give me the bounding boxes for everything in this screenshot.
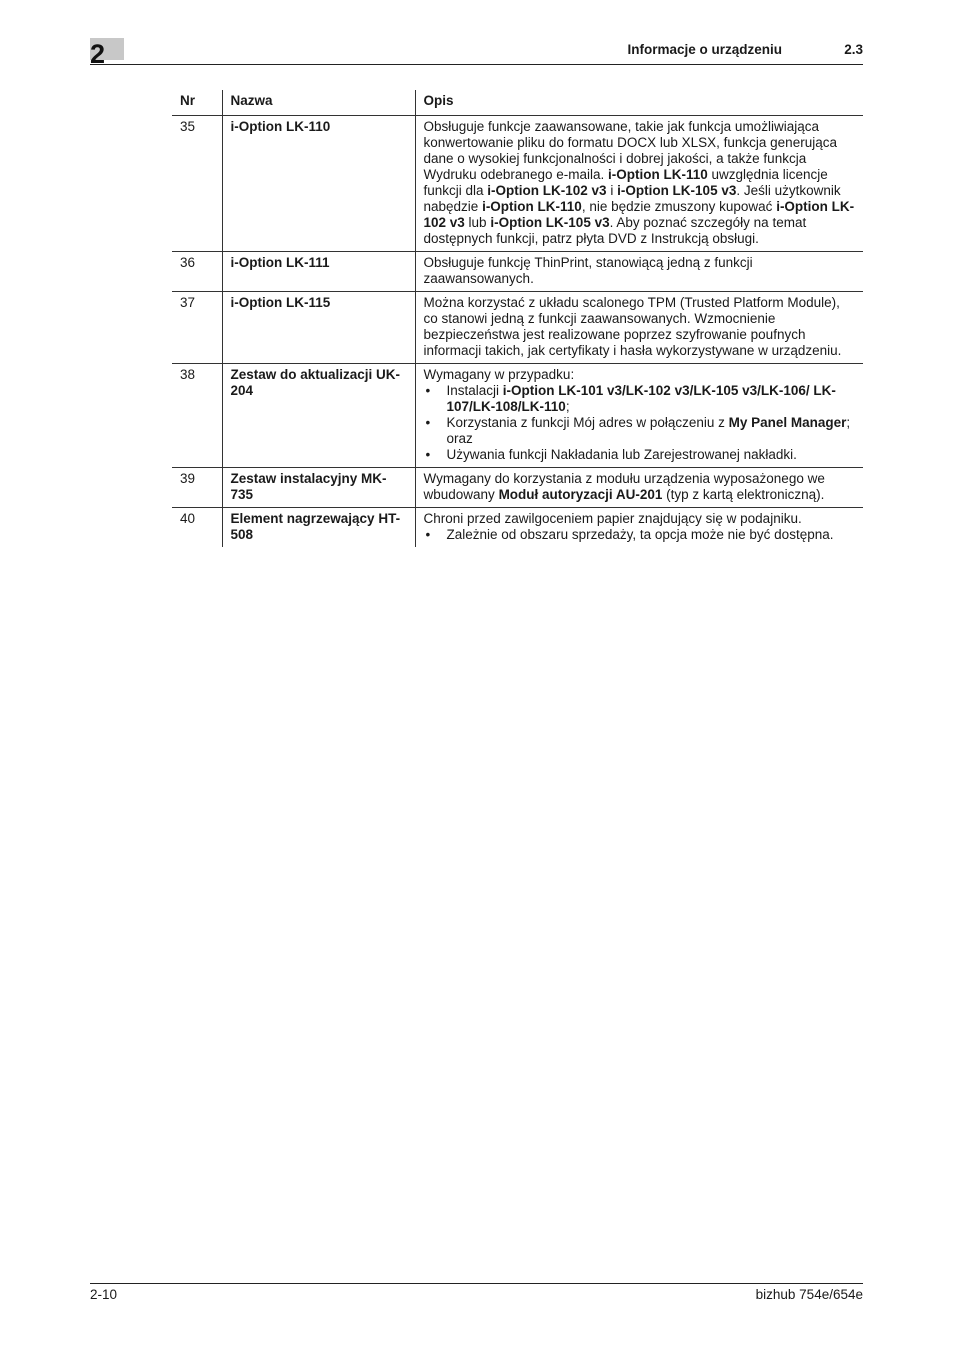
table-header-row: [172, 90, 863, 116]
option-description: [415, 468, 863, 508]
option-name: i-Option LK-110: [222, 116, 415, 252]
bullet-list: [424, 383, 856, 463]
option-name: Zestaw do aktualizacji UK-204: [222, 364, 415, 468]
text-segment: Używania funkcji Nakładania lub Zarejestrowanej nakładki.: [446, 447, 797, 462]
row-number: 36: [180, 255, 196, 270]
text-segment: Chroni przed zawilgoceniem papier znajdujący się w podajniku.: [423, 511, 802, 526]
text-segment: Instalacji: [446, 383, 503, 398]
option-description: [415, 364, 863, 468]
option-name: i-Option LK-111: [222, 252, 415, 292]
options-table: [172, 90, 863, 547]
text-segment: lub: [464, 215, 491, 230]
text-segment: Korzystania z funkcji Mój adres w połączeniu z: [446, 415, 729, 430]
description-text: [424, 471, 856, 503]
bullet-icon: •: [425, 447, 431, 462]
text-segment: ;: [565, 399, 570, 414]
emphasized-text: i-Option LK-102 v3: [423, 199, 855, 230]
table-body: [172, 116, 863, 548]
option-description: [415, 116, 863, 252]
chapter-number: 2: [90, 39, 106, 69]
text-segment: ; oraz: [446, 415, 851, 446]
emphasized-text: i-Option LK-102 v3: [487, 183, 607, 198]
row-number: 38: [180, 367, 196, 382]
bullet-icon: •: [425, 415, 431, 430]
row-number: 37: [180, 295, 196, 310]
emphasized-text: i-Option LK-105 v3: [617, 183, 737, 198]
column-header-description: Opis: [415, 90, 863, 116]
bullet-icon: •: [425, 527, 431, 542]
running-header-title: Informacje o urządzeniu: [627, 42, 782, 57]
header-divider: [90, 64, 863, 65]
text-segment: Wymagany do korzystania z modułu urządzenia wyposażonego we wbudowany: [423, 471, 825, 502]
text-segment: uwzględnia licencje funkcji dla: [423, 167, 828, 198]
bullet-item: [424, 447, 856, 463]
text-segment: Można korzystać z układu scalonego TPM (Trusted Platform Module), co stanowi jedną z funkcji zaawansowanych. Wzmocnienie bezpieczeństwa jest realizowane poprzez szyfrowanie poufnych informacji takich, jak certyfikaty i hasła wykorzystywane w urządzeniu.: [423, 295, 842, 358]
bullet-icon: •: [425, 383, 431, 398]
option-name: i-Option LK-115: [222, 292, 415, 364]
text-segment: i: [606, 183, 618, 198]
emphasized-text: i-Option LK-110: [607, 167, 708, 182]
description-text: [424, 255, 856, 287]
page-number: 2-10: [90, 1287, 118, 1302]
column-header-name: Nazwa: [222, 90, 415, 116]
emphasized-text: i-Option LK-110: [482, 199, 582, 214]
text-segment: (typ z kartą elektroniczną).: [662, 487, 825, 502]
option-name: Zestaw instalacyjny MK-735: [222, 468, 415, 508]
bullet-item: [424, 527, 856, 543]
text-segment: Obsługuje funkcję ThinPrint, stanowiącą jedną z funkcji zaawansowanych.: [423, 255, 753, 286]
table-row: [172, 252, 863, 292]
text-segment: Obsługuje funkcje zaawansowane, takie jak funkcja umożliwiająca konwertowanie pliku do formatu DOCX lub XLSX, funkcja generująca dane o wysokiej funkcjonalności i dobrej jakości, a także funkcja Wydruku odebranego e-maila.: [423, 119, 837, 182]
description-text: [424, 511, 856, 527]
bullet-item: [424, 415, 856, 447]
option-description: [415, 292, 863, 364]
text-segment: . Aby poznać szczegóły na temat dostępnych funkcji, patrz płyta DVD z Instrukcją obsługi.: [423, 215, 807, 246]
table-row: [172, 508, 863, 548]
running-header-section: 2.3: [844, 42, 863, 57]
emphasized-text: i-Option LK-101 v3/LK-102 v3/LK-105 v3/LK-106/ LK-107/LK-108/LK-110: [446, 383, 836, 414]
bullet-list: [424, 527, 856, 543]
row-number: 40: [180, 511, 196, 526]
row-number: 39: [180, 471, 196, 486]
option-name: Element nagrzewający HT-508: [222, 508, 415, 548]
option-description: [415, 252, 863, 292]
text-segment: . Jeśli użytkownik nabędzie: [423, 183, 841, 214]
option-description: [415, 508, 863, 548]
text-segment: Zależnie od obszaru sprzedaży, ta opcja może nie być dostępna.: [446, 527, 834, 542]
row-number: 35: [180, 119, 196, 134]
description-text: [424, 367, 856, 383]
product-name: bizhub 754e/654e: [755, 1287, 863, 1302]
table-row: [172, 116, 863, 252]
emphasized-text: i-Option LK-105 v3: [490, 215, 610, 230]
description-text: [424, 295, 856, 359]
footer-divider: [90, 1283, 863, 1284]
table-row: [172, 292, 863, 364]
emphasized-text: Moduł autoryzacji AU-201: [498, 487, 663, 502]
text-segment: Wymagany w przypadku:: [423, 367, 575, 382]
bullet-item: [424, 383, 856, 415]
emphasized-text: My Panel Manager: [728, 415, 847, 430]
table-row: [172, 364, 863, 468]
text-segment: , nie będzie zmuszony kupować: [581, 199, 777, 214]
description-text: [424, 119, 856, 247]
column-header-nr: Nr: [180, 93, 196, 108]
table-row: [172, 468, 863, 508]
